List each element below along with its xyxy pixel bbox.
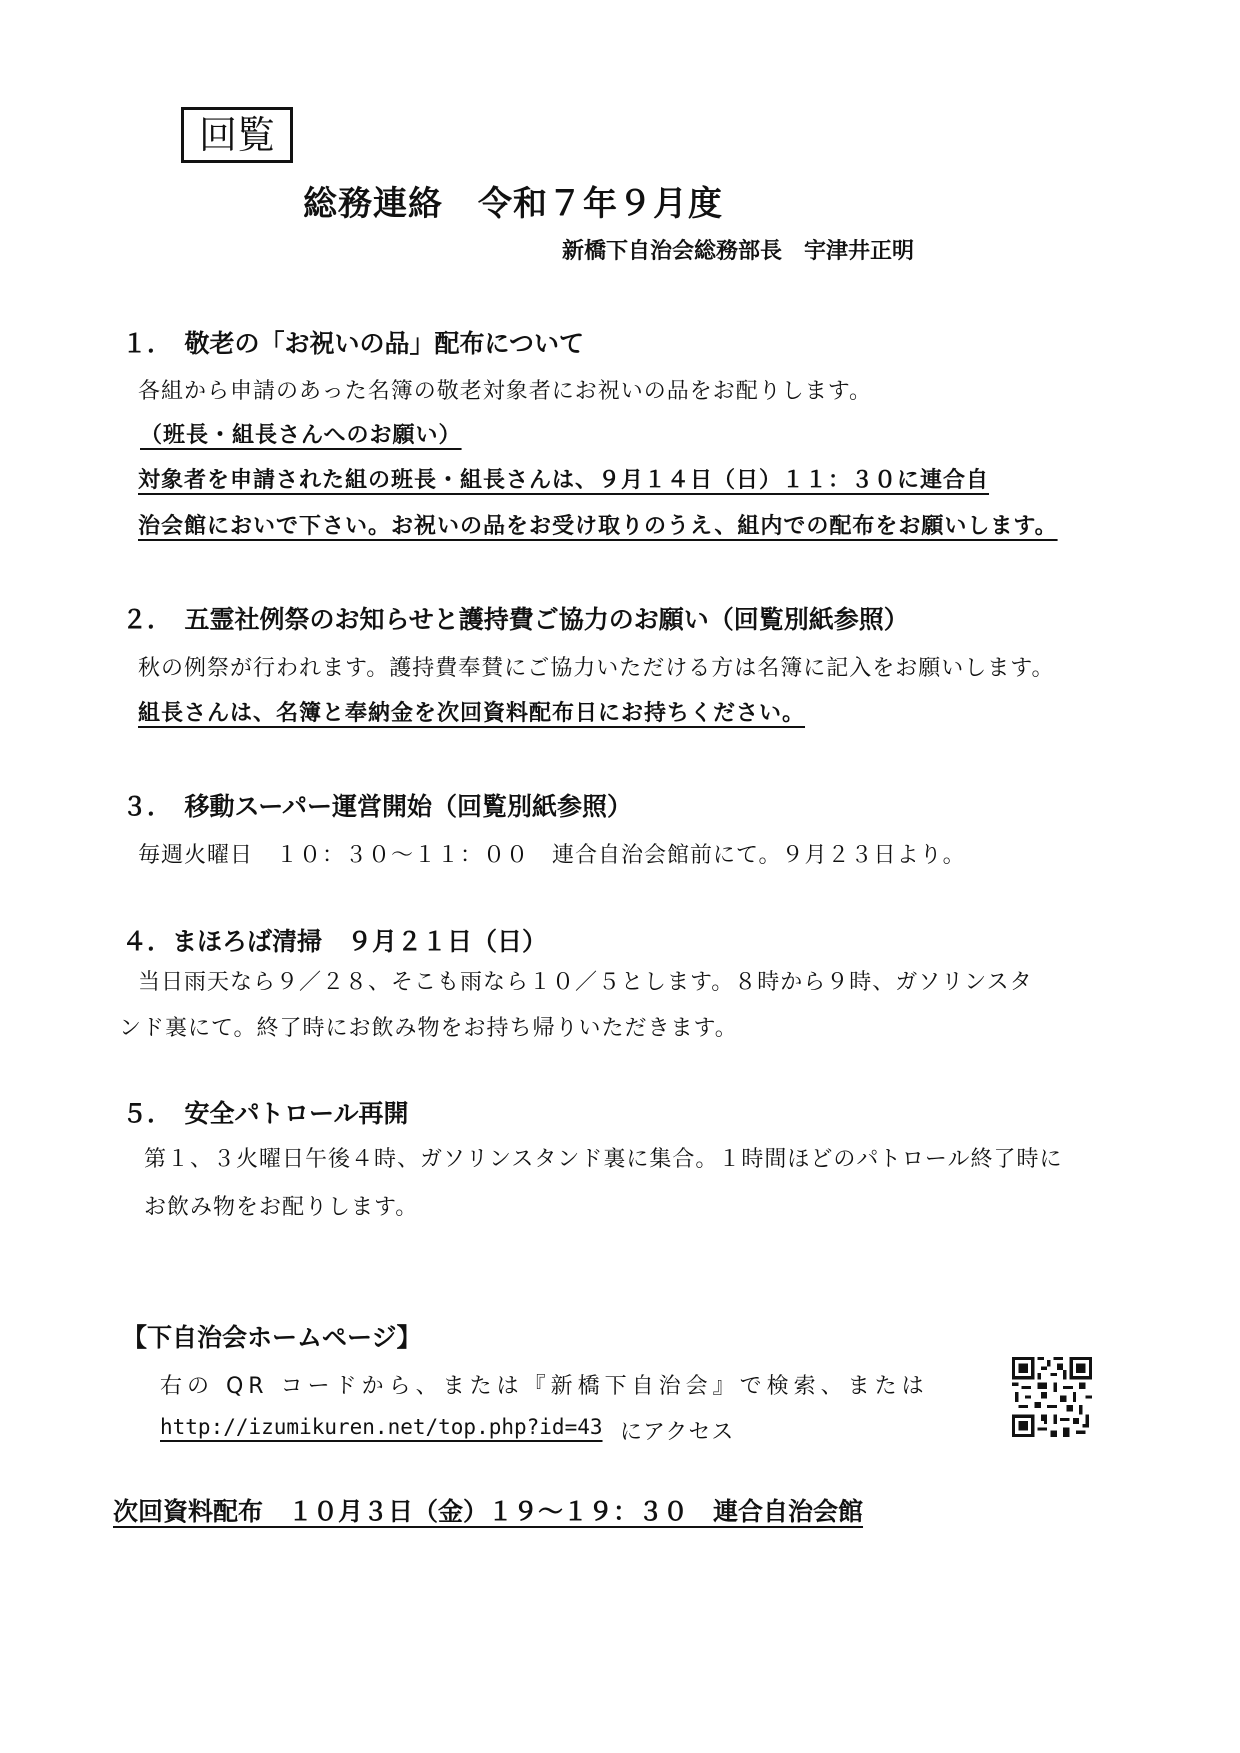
section-1-line3: 治会館においで下さい。お祝いの品をお受け取りのうえ、組内での配布をお願いします。 [138,514,1058,539]
section-3-heading: ３． 移動スーパー運営開始（回覧別紙参照） [122,792,633,821]
section-1-line1: 各組から申請のあった名簿の敬老対象者にお祝いの品をお配りします。 [138,379,873,404]
page-title: 総務連絡 令和７年９月度 [303,184,723,224]
next-distribution-footer: 次回資料配布 １０月３日（金）１９～１９：３０ 連合自治会館 [113,1497,864,1526]
qr-code-icon[interactable] [1012,1357,1092,1437]
section-4-heading: ４．まほろば清掃 ９月２１日（日） [122,927,548,956]
section-3-line1: 毎週火曜日 １０：３０～１１：００ 連合自治会館前にて。９月２３日より。 [138,843,966,868]
section-5-line2: お飲み物をお配りします。 [144,1195,419,1220]
section-1-sub: （班長・組長さんへのお願い） [140,423,462,448]
section-4-line2: ンド裏にて。終了時にお飲み物をお持ち帰りいただきます。 [119,1016,738,1041]
section-2-line1: 秋の例祭が行われます。護持費奉賛にご協力いただける方は名簿に記入をお願いします。 [138,656,1055,681]
section-5-heading: ５． 安全パトロール再開 [122,1099,409,1128]
homepage-heading: 【下自治会ホームページ】 [122,1323,422,1352]
homepage-url-link[interactable]: http://izumikuren.net/top.php?id=43 [160,1415,603,1439]
homepage-line1: 右の QR コードから、または『新橋下自治会』で検索、または [160,1374,929,1399]
section-5-line1: 第１、３火曜日午後４時、ガソリンスタンド裏に集合。１時間ほどのパトロール終了時に [144,1147,1063,1172]
section-2-line2: 組長さんは、名簿と奉納金を次回資料配布日にお持ちください。 [138,701,806,726]
homepage-access-text: にアクセス [620,1420,735,1445]
section-1-line2: 対象者を申請された組の班長・組長さんは、９月１４日（日）１１：３０に連合自 [138,468,990,493]
section-1-heading: １． 敬老の「お祝いの品」配布について [122,329,585,358]
author-line: 新橋下自治会総務部長 宇津井正明 [562,239,915,264]
circular-stamp: 回覧 [181,107,293,163]
section-4-line1: 当日雨天なら９／２８、そこも雨なら１０／５とします。８時から９時、ガソリンスタ [138,970,1033,995]
section-2-heading: ２． 五霊社例祭のお知らせと護持費ご協力のお願い（回覧別紙参照） [122,605,909,634]
